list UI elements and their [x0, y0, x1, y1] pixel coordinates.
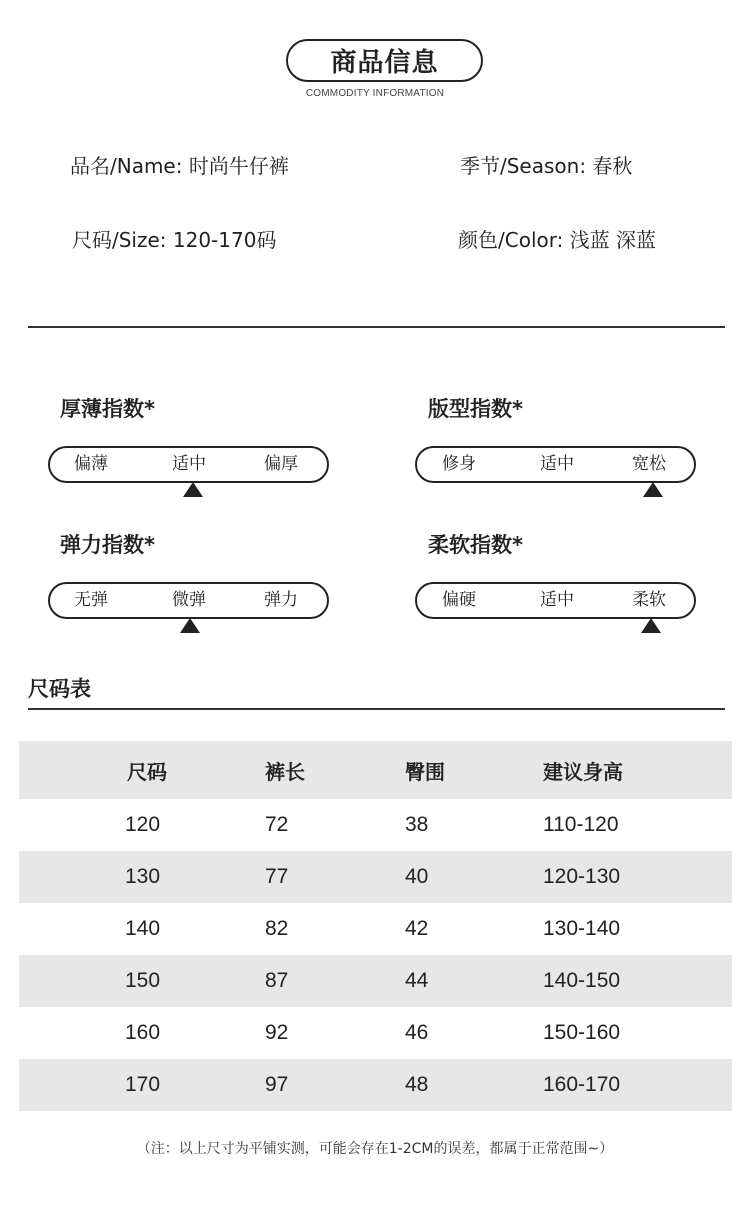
elasticity-option: 弹力: [264, 590, 298, 610]
table-cell: 130-140: [543, 917, 621, 940]
table-cell: 46: [405, 1021, 429, 1044]
elasticity-option: 无弹: [74, 590, 108, 610]
table-cell: 160: [125, 1021, 161, 1044]
table-cell: 97: [265, 1073, 289, 1096]
size-chart-divider: [28, 708, 725, 710]
table-row: [19, 799, 732, 851]
softness-option: 适中: [540, 590, 574, 610]
table-cell: 140: [125, 917, 161, 940]
divider: [28, 326, 725, 328]
table-cell: 48: [405, 1073, 429, 1096]
table-row: [19, 1059, 732, 1111]
table-row: [19, 955, 732, 1007]
section-title-text: 商品信息: [330, 48, 439, 78]
softness-selected-marker: [641, 618, 661, 633]
fit-option: 适中: [540, 454, 574, 474]
thickness-selected-marker: [183, 482, 203, 497]
fit-selected-marker: [643, 482, 663, 497]
product-color: 颜色/Color: 浅蓝 深蓝: [458, 228, 657, 252]
table-cell: 77: [265, 865, 289, 888]
softness-option: 柔软: [632, 590, 666, 610]
table-cell: 160-170: [543, 1073, 621, 1096]
column-header: 裤长: [265, 759, 305, 784]
fit-option: 宽松: [632, 454, 666, 474]
softness-index-title: 柔软指数*: [428, 533, 523, 557]
elasticity-scale: [48, 582, 329, 619]
thickness-option: 偏薄: [74, 454, 108, 474]
table-cell: 44: [405, 969, 429, 992]
table-cell: 87: [265, 969, 289, 992]
table-cell: 38: [405, 813, 429, 836]
fit-scale: [415, 446, 696, 483]
table-row: [19, 903, 732, 955]
elasticity-option: 微弹: [172, 590, 206, 610]
elasticity-index-title: 弹力指数*: [60, 533, 155, 557]
section-subtitle: COMMODITY INFORMATION: [305, 88, 445, 99]
elasticity-selected-marker: [180, 618, 200, 633]
size-chart-table: [19, 741, 732, 1111]
fit-option: 修身: [442, 454, 476, 474]
section-title: [286, 39, 483, 82]
softness-scale: [415, 582, 696, 619]
thickness-scale: [48, 446, 329, 483]
table-cell: 150-160: [543, 1021, 621, 1044]
table-row: [19, 851, 732, 903]
product-name: 品名/Name: 时尚牛仔裤: [70, 154, 289, 178]
table-cell: 170: [125, 1073, 161, 1096]
product-size: 尺码/Size: 120-170码: [72, 228, 277, 252]
table-cell: 42: [405, 917, 429, 940]
measurement-note: （注：以上尺寸为平铺实测，可能会存在1-2CM的误差，都属于正常范围~）: [136, 1141, 614, 1157]
table-header-row: [19, 741, 732, 799]
product-season: 季节/Season: 春秋: [460, 154, 633, 178]
table-cell: 130: [125, 865, 161, 888]
table-row: [19, 1007, 732, 1059]
column-header: 臀围: [405, 759, 445, 784]
table-cell: 150: [125, 969, 161, 992]
table-cell: 82: [265, 917, 289, 940]
table-cell: 120: [125, 813, 161, 836]
softness-option: 偏硬: [442, 590, 476, 610]
thickness-option: 适中: [172, 454, 206, 474]
table-cell: 110-120: [543, 813, 619, 836]
table-cell: 40: [405, 865, 429, 888]
column-header: 尺码: [127, 759, 167, 784]
fit-index-title: 版型指数*: [428, 397, 523, 421]
table-cell: 120-130: [543, 865, 621, 888]
table-cell: 140-150: [543, 969, 621, 992]
size-chart-title: 尺码表: [28, 677, 91, 701]
thickness-index-title: 厚薄指数*: [60, 397, 155, 421]
table-cell: 72: [265, 813, 289, 836]
column-header: 建议身高: [543, 759, 623, 784]
table-cell: 92: [265, 1021, 289, 1044]
thickness-option: 偏厚: [264, 454, 298, 474]
